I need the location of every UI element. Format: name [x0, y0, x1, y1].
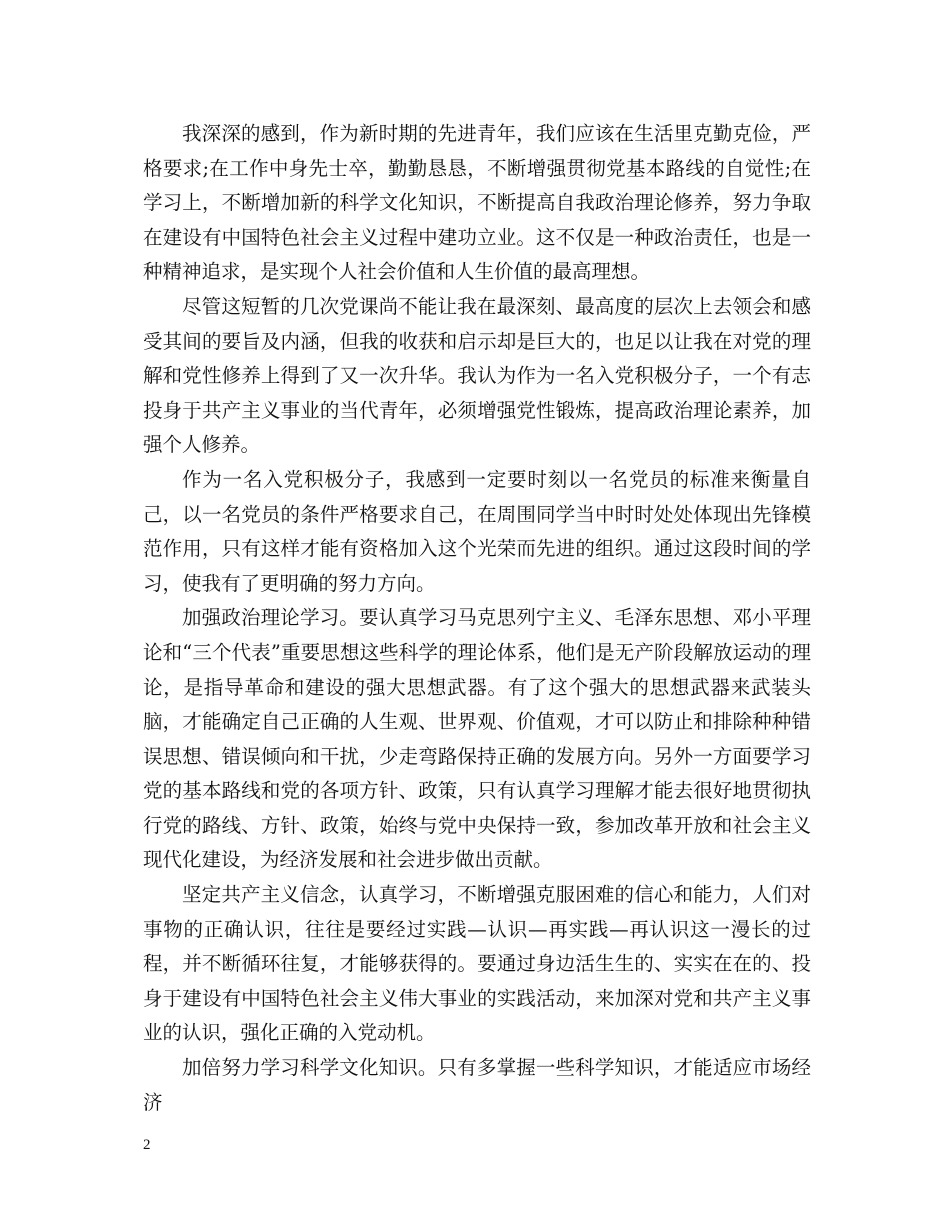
paragraph: 我深深的感到，作为新时期的先进青年，我们应该在生活里克勤克俭，严格要求;在工作中身先士卒，勤勤恳恳，不断增强贯彻党基本路线的自觉性;在学习上，不断增加新的科学文化知识，不断提高自我政治理论修养，努力争取在建设有中国特色社会主义过程中建功立业。这不仅是一种政治责任，也是一种精神追求，是实现个人社会价值和人生价值的最高理想。: [143, 122, 811, 284]
paragraph: 尽管这短暂的几次党课尚不能让我在最深刻、最高度的层次上去领会和感受其间的要旨及内涵，但我的收获和启示却是巨大的，也足以让我在对党的理解和党性修养上得到了又一次升华。我认为作为一名入党积极分子，一个有志投身于共产主义事业的当代青年，必须增强党性锻炼，提高政治理论素养，加强个人修养。: [143, 294, 811, 457]
body-text: [143, 117, 811, 1120]
paragraph: 加强政治理论学习。要认真学习马克思列宁主义、毛泽东思想、邓小平理论和“三个代表”重要思想这些科学的理论体系，他们是无产阶段解放运动的理论，是指导革命和建设的强大思想武器。有了这个强大的思想武器来武装头脑，才能确定自己正确的人生观、世界观、价值观，才可以防止和排除种种错误思想、错误倾向和干扰，少走弯路保持正确的发展方向。另外一方面要学习党的基本路线和党的各项方针、政策，只有认真学习理解才能去很好地贯彻执行党的路线、方针、政策，始终与党中央保持一致，参加改革开放和社会主义现代化建设，为经济发展和社会进步做出贡献。: [143, 606, 811, 872]
paragraph: 坚定共产主义信念，认真学习，不断增强克服困难的信心和能力，人们对事物的正确认识，往往是要经过实践—认识—再实践—再认识这一漫长的过程，并不断循环往复，才能够获得的。要通过身边活生生的、实实在在的、投身于建设有中国特色社会主义伟大事业的实践活动，来加深对党和共产主义事业的认识，强化正确的入党动机。: [143, 883, 811, 1045]
page-number: 2: [143, 1137, 151, 1153]
paragraph: 加倍努力学习科学文化知识。只有多掌握一些科学知识，才能适应市场经济: [143, 1056, 811, 1114]
paragraph: 作为一名入党积极分子，我感到一定要时刻以一名党员的标准来衡量自己，以一名党员的条件严格要求自己，在周围同学当中时时处处体现出先锋模范作用，只有这样才能有资格加入这个光荣而先进的组织。通过这段时间的学习，使我有了更明确的努力方向。: [143, 467, 811, 595]
